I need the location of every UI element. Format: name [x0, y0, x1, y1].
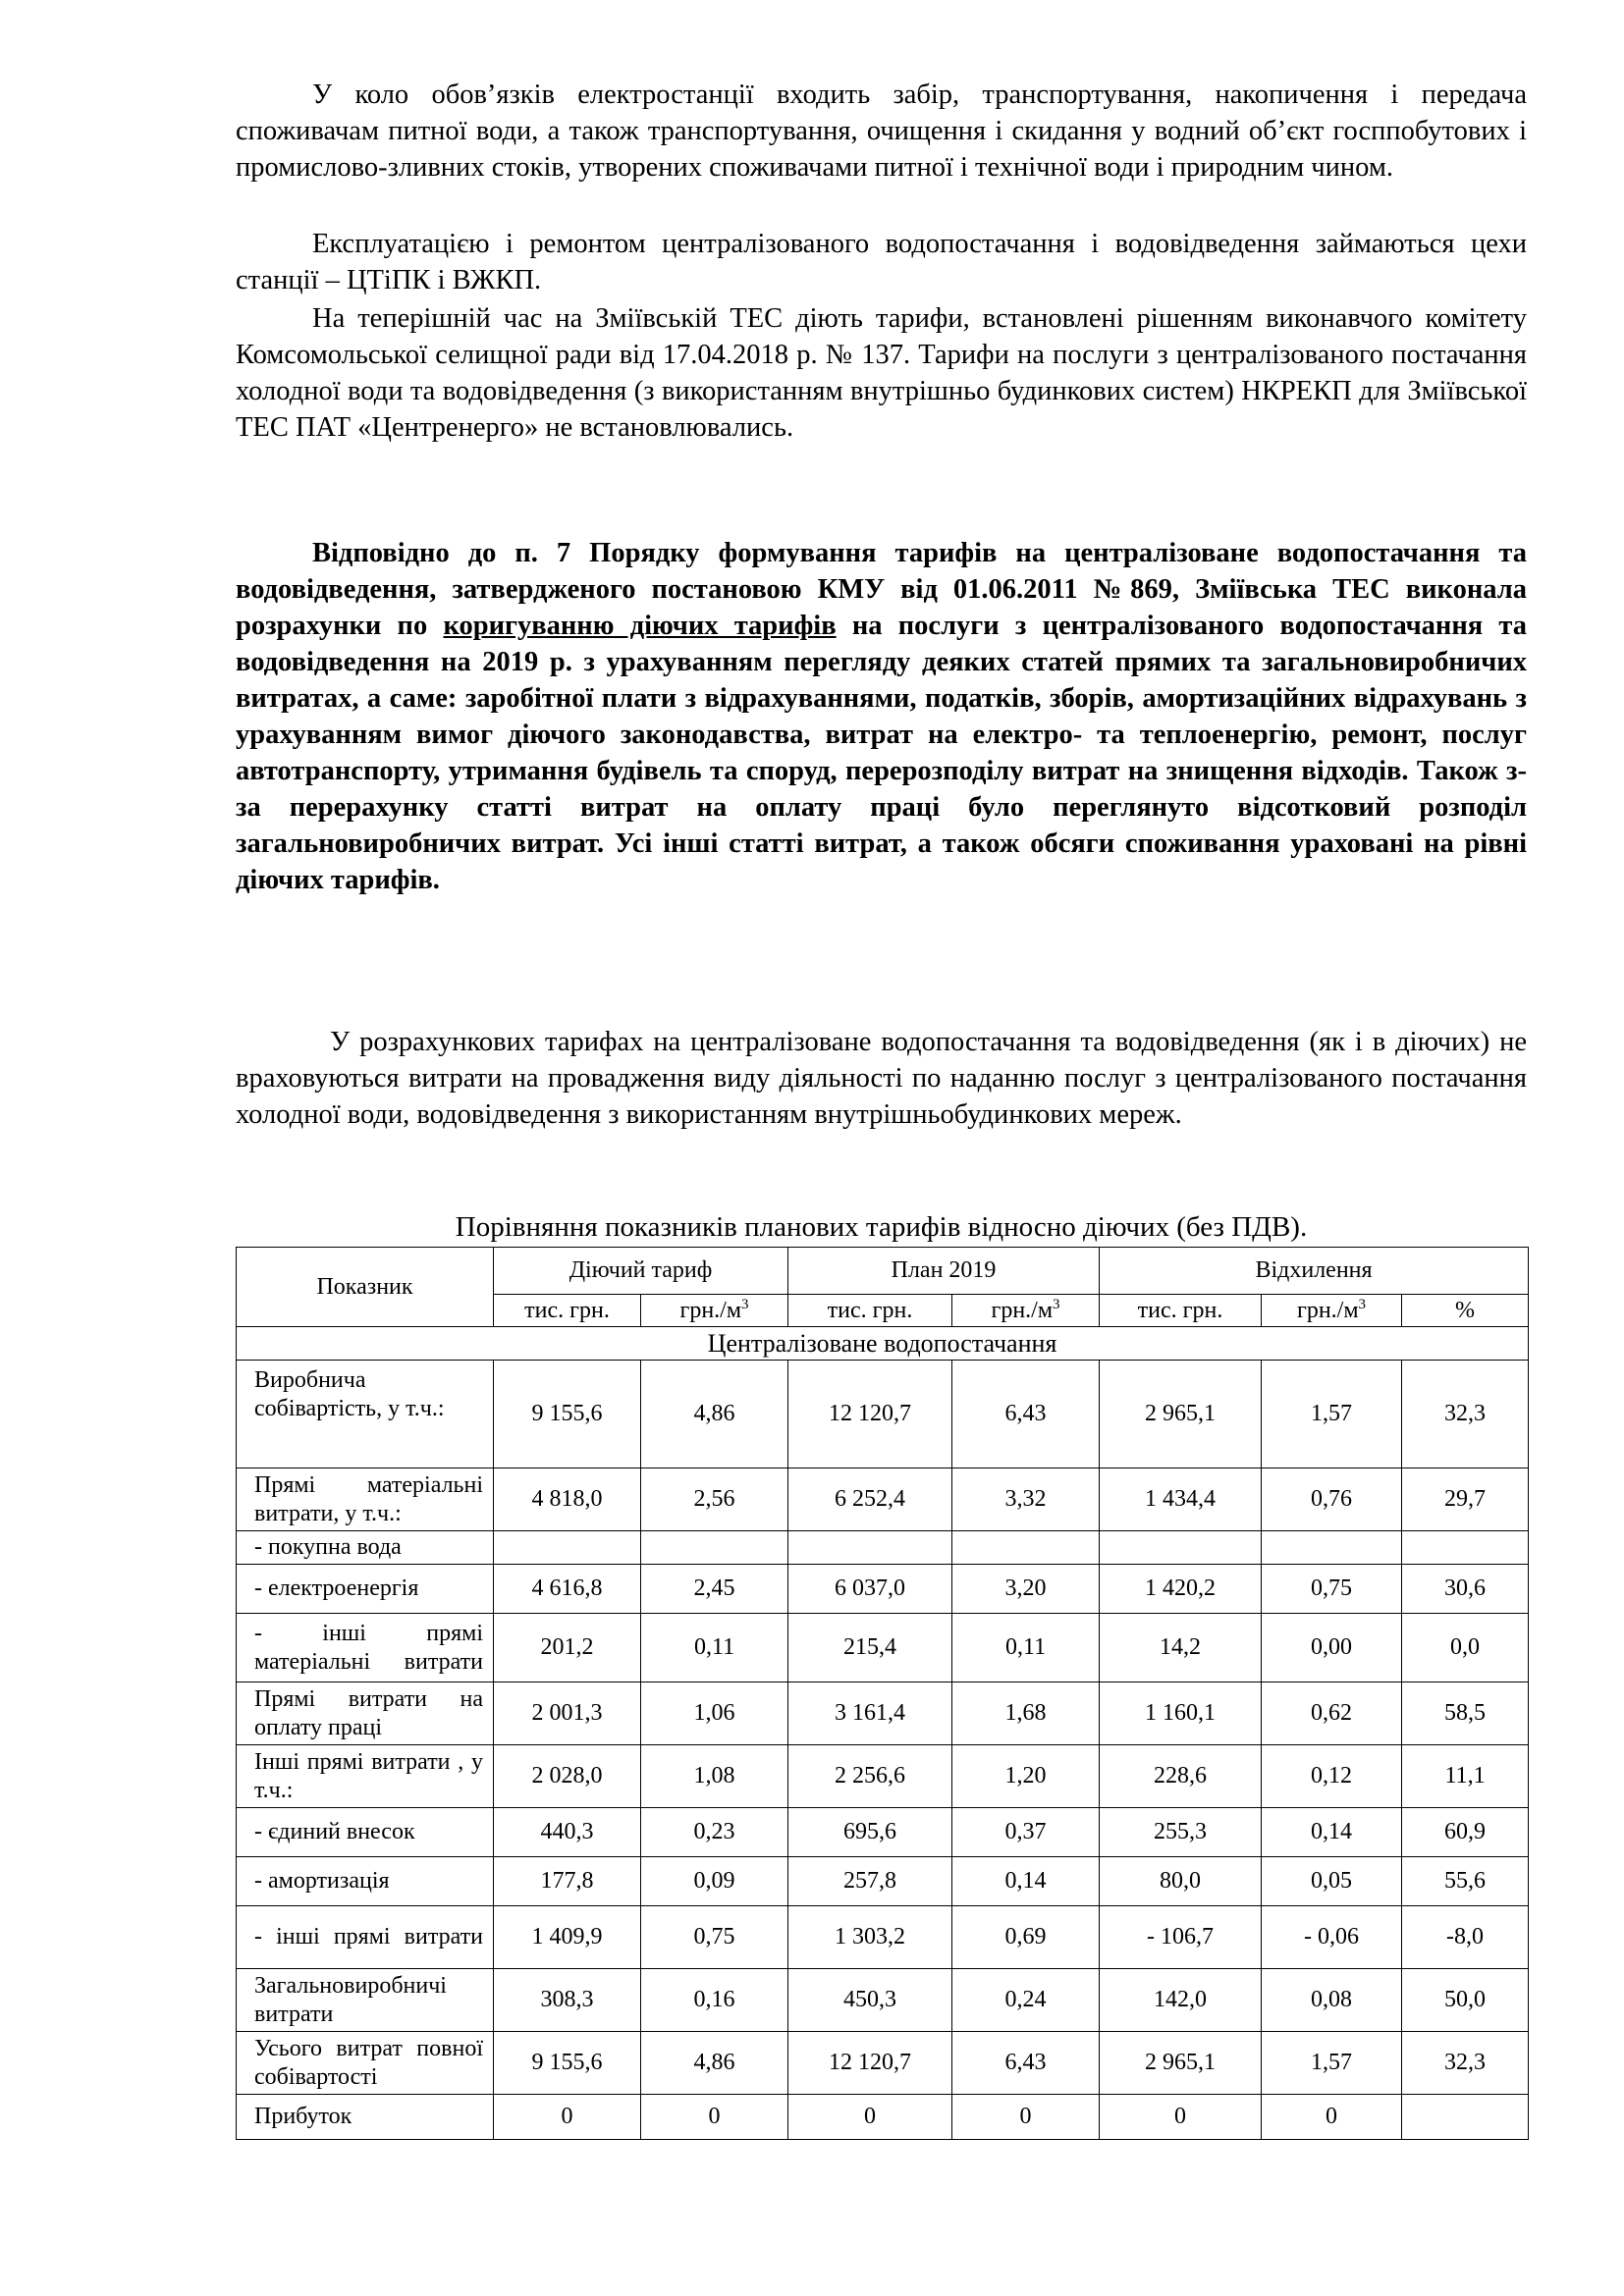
unit-per-m3-text: грн./м [991, 1297, 1054, 1323]
row-indicator-name: - електроенергія [237, 1565, 494, 1614]
cell-plan-thousand: 6 252,4 [788, 1468, 952, 1531]
paragraph-correction-bold [236, 535, 1527, 898]
cell-deviation-per-m3: 0,08 [1262, 1969, 1402, 2032]
table-row [237, 1468, 1529, 1531]
cell-plan-thousand: 6 037,0 [788, 1565, 952, 1614]
cell-current-per-m3: 2,45 [641, 1565, 788, 1614]
cell-deviation-thousand: 14,2 [1100, 1614, 1262, 1682]
header-group-current: Діючий тариф [494, 1248, 788, 1295]
header-unit-per-m3 [1262, 1295, 1402, 1327]
header-unit-thousand: тис. грн. [494, 1295, 641, 1327]
cell-deviation-thousand: 1 434,4 [1100, 1468, 1262, 1531]
cell-current-thousand: 9 155,6 [494, 2032, 641, 2095]
cell-current-thousand: 2 028,0 [494, 1745, 641, 1808]
cell-deviation-thousand: 1 160,1 [1100, 1682, 1262, 1745]
cell-deviation-thousand: 2 965,1 [1100, 1361, 1262, 1468]
cell-deviation-thousand [1100, 1531, 1262, 1565]
cell-current-thousand: 2 001,3 [494, 1682, 641, 1745]
paragraph-current-tariffs [236, 300, 1527, 446]
cell-current-per-m3: 0,23 [641, 1808, 788, 1857]
cell-deviation-percent: 32,3 [1402, 1361, 1529, 1468]
table-row [237, 1906, 1529, 1969]
cell-plan-thousand: 12 120,7 [788, 1361, 952, 1468]
cell-deviation-percent: 58,5 [1402, 1682, 1529, 1745]
cell-plan-thousand: 2 256,6 [788, 1745, 952, 1808]
cell-current-thousand [494, 1531, 641, 1565]
cell-deviation-percent: -8,0 [1402, 1906, 1529, 1969]
cell-deviation-per-m3: 1,57 [1262, 1361, 1402, 1468]
cell-deviation-per-m3: - 0,06 [1262, 1906, 1402, 1969]
cell-current-per-m3: 0,09 [641, 1857, 788, 1906]
table-caption: Порівняння показників планових тарифів відносно діючих (без ПДВ). [455, 1211, 1308, 1243]
cell-plan-thousand [788, 1531, 952, 1565]
cell-plan-per-m3: 0,69 [952, 1906, 1100, 1969]
row-indicator-name: Прямі витрати на оплату праці [237, 1682, 494, 1745]
cell-deviation-thousand: 142,0 [1100, 1969, 1262, 2032]
cell-deviation-per-m3: 0 [1262, 2095, 1402, 2140]
cell-current-per-m3: 0 [641, 2095, 788, 2140]
cell-plan-per-m3: 0 [952, 2095, 1100, 2140]
cell-plan-thousand: 257,8 [788, 1857, 952, 1906]
row-indicator-name: - покупна вода [237, 1531, 494, 1565]
header-unit-per-m3 [641, 1295, 788, 1327]
header-group-plan: План 2019 [788, 1248, 1100, 1295]
cell-deviation-per-m3: 0,75 [1262, 1565, 1402, 1614]
cell-current-thousand: 0 [494, 2095, 641, 2140]
cell-plan-thousand: 0 [788, 2095, 952, 2140]
cell-plan-per-m3: 3,20 [952, 1565, 1100, 1614]
paragraph-excluded-costs-text: У розрахункових тарифах на централізоване водопостачання та водовідведення (як і в діючих) не враховуються витрати на провадження виду діяльності по наданню послуг з централізованого постачання холодної води, водовідведення з використанням внутрішньобудинкових мереж. [236, 1027, 1527, 1130]
cell-plan-per-m3: 1,68 [952, 1682, 1100, 1745]
header-indicator: Показник [237, 1248, 494, 1327]
cell-deviation-thousand: 255,3 [1100, 1808, 1262, 1857]
tariff-comparison-table [236, 1247, 1529, 2140]
cell-plan-per-m3: 6,43 [952, 1361, 1100, 1468]
table-row [237, 1857, 1529, 1906]
cell-deviation-per-m3: 0,14 [1262, 1808, 1402, 1857]
cell-plan-thousand: 450,3 [788, 1969, 952, 2032]
cell-deviation-thousand: 80,0 [1100, 1857, 1262, 1906]
cell-current-per-m3: 0,75 [641, 1906, 788, 1969]
cell-deviation-thousand: 2 965,1 [1100, 2032, 1262, 2095]
table-row [237, 2095, 1529, 2140]
cell-deviation-percent: 50,0 [1402, 1969, 1529, 2032]
row-indicator-name: - амортизація [237, 1857, 494, 1906]
cell-deviation-per-m3: 0,76 [1262, 1468, 1402, 1531]
cell-deviation-per-m3: 0,00 [1262, 1614, 1402, 1682]
cell-current-thousand: 4 818,0 [494, 1468, 641, 1531]
cell-deviation-percent: 29,7 [1402, 1468, 1529, 1531]
cell-current-thousand: 308,3 [494, 1969, 641, 2032]
header-unit-percent: % [1402, 1295, 1529, 1327]
cell-plan-per-m3: 1,20 [952, 1745, 1100, 1808]
cell-current-thousand: 440,3 [494, 1808, 641, 1857]
header-unit-thousand: тис. грн. [788, 1295, 952, 1327]
cell-deviation-thousand: 0 [1100, 2095, 1262, 2140]
row-indicator-name: - інші прямі витрати [237, 1906, 494, 1969]
cell-plan-per-m3: 6,43 [952, 2032, 1100, 2095]
correction-text-underlined: коригуванню діючих тарифів [443, 611, 837, 641]
cell-plan-thousand: 3 161,4 [788, 1682, 952, 1745]
paragraph-duties [236, 77, 1527, 186]
cell-current-thousand: 201,2 [494, 1614, 641, 1682]
cell-deviation-thousand: 1 420,2 [1100, 1565, 1262, 1614]
row-indicator-name: - єдиний внесок [237, 1808, 494, 1857]
header-unit-thousand: тис. грн. [1100, 1295, 1262, 1327]
table-row [237, 1531, 1529, 1565]
paragraph-correction-text [236, 535, 1527, 898]
cell-deviation-percent: 55,6 [1402, 1857, 1529, 1906]
unit-sup: 3 [1053, 1296, 1060, 1312]
cell-deviation-percent: 11,1 [1402, 1745, 1529, 1808]
cell-current-thousand: 177,8 [494, 1857, 641, 1906]
paragraph-duties-text: У коло обов’язків електростанції входить забір, транспортування, накопичення і передача споживачам питної води, а також транспортування, очищення і скидання у водний об’єкт госппобутових і промислово-зливних стоків, утворених споживачами питної і технічної води і природним чином. [236, 80, 1527, 183]
cell-deviation-thousand: 228,6 [1100, 1745, 1262, 1808]
cell-plan-per-m3: 0,14 [952, 1857, 1100, 1906]
unit-sup: 3 [1358, 1296, 1367, 1312]
table-row [237, 1969, 1529, 2032]
unit-per-m3-text: грн./м [1296, 1297, 1359, 1323]
header-row-groups [237, 1248, 1529, 1295]
table-row [237, 1614, 1529, 1682]
row-indicator-name: Прибуток [237, 2095, 494, 2140]
paragraph-excluded-costs [236, 1024, 1527, 1133]
row-indicator-name: Загальновиробничі витрати [237, 1969, 494, 2032]
table-row [237, 1808, 1529, 1857]
cell-deviation-percent: 60,9 [1402, 1808, 1529, 1857]
paragraph-current-tariffs-text: На теперішній час на Зміївській ТЕС діють тарифи, встановлені рішенням виконавчого комітету Комсомольської селищної ради від 17.04.2018 р. № 137. Тарифи на послуги з централізованого постачання холодної води та водовідведення (з використанням внутрішньо будинкових систем) НКРЕКП для Зміївської ТЕС ПАТ «Центренерго» не встановлювались. [236, 303, 1527, 443]
cell-plan-thousand: 12 120,7 [788, 2032, 952, 2095]
cell-current-per-m3: 1,08 [641, 1745, 788, 1808]
cell-plan-per-m3: 0,11 [952, 1614, 1100, 1682]
section-row [237, 1327, 1529, 1361]
section-title: Централізоване водопостачання [237, 1327, 1529, 1361]
cell-current-thousand: 4 616,8 [494, 1565, 641, 1614]
table-row [237, 1745, 1529, 1808]
row-indicator-name: - інші прямі матеріальні витрати [237, 1614, 494, 1682]
cell-deviation-per-m3 [1262, 1531, 1402, 1565]
cell-current-per-m3: 0,11 [641, 1614, 788, 1682]
header-group-deviation: Відхилення [1100, 1248, 1529, 1295]
header-unit-per-m3 [952, 1295, 1100, 1327]
cell-deviation-per-m3: 0,05 [1262, 1857, 1402, 1906]
paragraph-operation-text: Експлуатацією і ремонтом централізованого водопостачання і водовідведення займаються цехи станції – ЦТіПК і ВЖКП. [236, 229, 1527, 295]
cell-deviation-percent: 32,3 [1402, 2032, 1529, 2095]
cell-plan-thousand: 695,6 [788, 1808, 952, 1857]
cell-deviation-thousand: - 106,7 [1100, 1906, 1262, 1969]
cell-plan-thousand: 1 303,2 [788, 1906, 952, 1969]
cell-current-per-m3: 0,16 [641, 1969, 788, 2032]
cell-current-per-m3 [641, 1531, 788, 1565]
cell-plan-per-m3: 0,37 [952, 1808, 1100, 1857]
cell-plan-per-m3: 3,32 [952, 1468, 1100, 1531]
row-indicator-name: Інші прямі витрати , у т.ч.: [237, 1745, 494, 1808]
unit-sup: 3 [741, 1296, 749, 1312]
cell-deviation-per-m3: 0,12 [1262, 1745, 1402, 1808]
unit-per-m3-text: грн./м [679, 1297, 742, 1323]
cell-deviation-per-m3: 1,57 [1262, 2032, 1402, 2095]
paragraph-operation [236, 226, 1527, 298]
table-row [237, 1361, 1529, 1468]
row-indicator-name: Прямі матеріальні витрати, у т.ч.: [237, 1468, 494, 1531]
cell-deviation-per-m3: 0,62 [1262, 1682, 1402, 1745]
row-indicator-name: Виробнича собівартість, у т.ч.: [237, 1361, 494, 1468]
cell-current-thousand: 9 155,6 [494, 1361, 641, 1468]
cell-plan-per-m3 [952, 1531, 1100, 1565]
cell-plan-thousand: 215,4 [788, 1614, 952, 1682]
cell-current-per-m3: 1,06 [641, 1682, 788, 1745]
cell-deviation-percent [1402, 1531, 1529, 1565]
table-row [237, 2032, 1529, 2095]
correction-text-start: Відповідно до п. 7 Порядку формування тарифів на централізоване водопостачання та водовідведення, затвердженого постановою КМУ від 01.06.2011 №869, Зміївська ТЕС виконала розрахунки по [236, 538, 1527, 641]
cell-deviation-percent: 0,0 [1402, 1614, 1529, 1682]
cell-plan-per-m3: 0,24 [952, 1969, 1100, 2032]
table-row [237, 1565, 1529, 1614]
cell-current-per-m3: 2,56 [641, 1468, 788, 1531]
cell-deviation-percent: 30,6 [1402, 1565, 1529, 1614]
correction-text-end: на послуги з централізованого водопостачання та водовідведення на 2019 р. з урахуванням перегляду деяких статей прямих та загальновиробничих витратах, а саме: заробітної плати з відрахуваннями, податків, зборів, амортизаційних відрахувань з урахуванням вимог діючого законодавства, витрат на електро- та теплоенергію, ремонт, послуг автотранспорту, утримання будівель та споруд, перерозподілу витрат на знищення відходів. Також з-за перерахунку статті витрат на оплату праці було переглянуто відсотковий розподіл загальновиробничих витрат. Усі інші статті витрат, а також обсяги споживання ураховані на рівні діючих тарифів. [236, 611, 1527, 895]
cell-current-per-m3: 4,86 [641, 2032, 788, 2095]
cell-current-thousand: 1 409,9 [494, 1906, 641, 1969]
row-indicator-name: Усього витрат повної собівартості [237, 2032, 494, 2095]
cell-current-per-m3: 4,86 [641, 1361, 788, 1468]
cell-deviation-percent [1402, 2095, 1529, 2140]
table-row [237, 1682, 1529, 1745]
